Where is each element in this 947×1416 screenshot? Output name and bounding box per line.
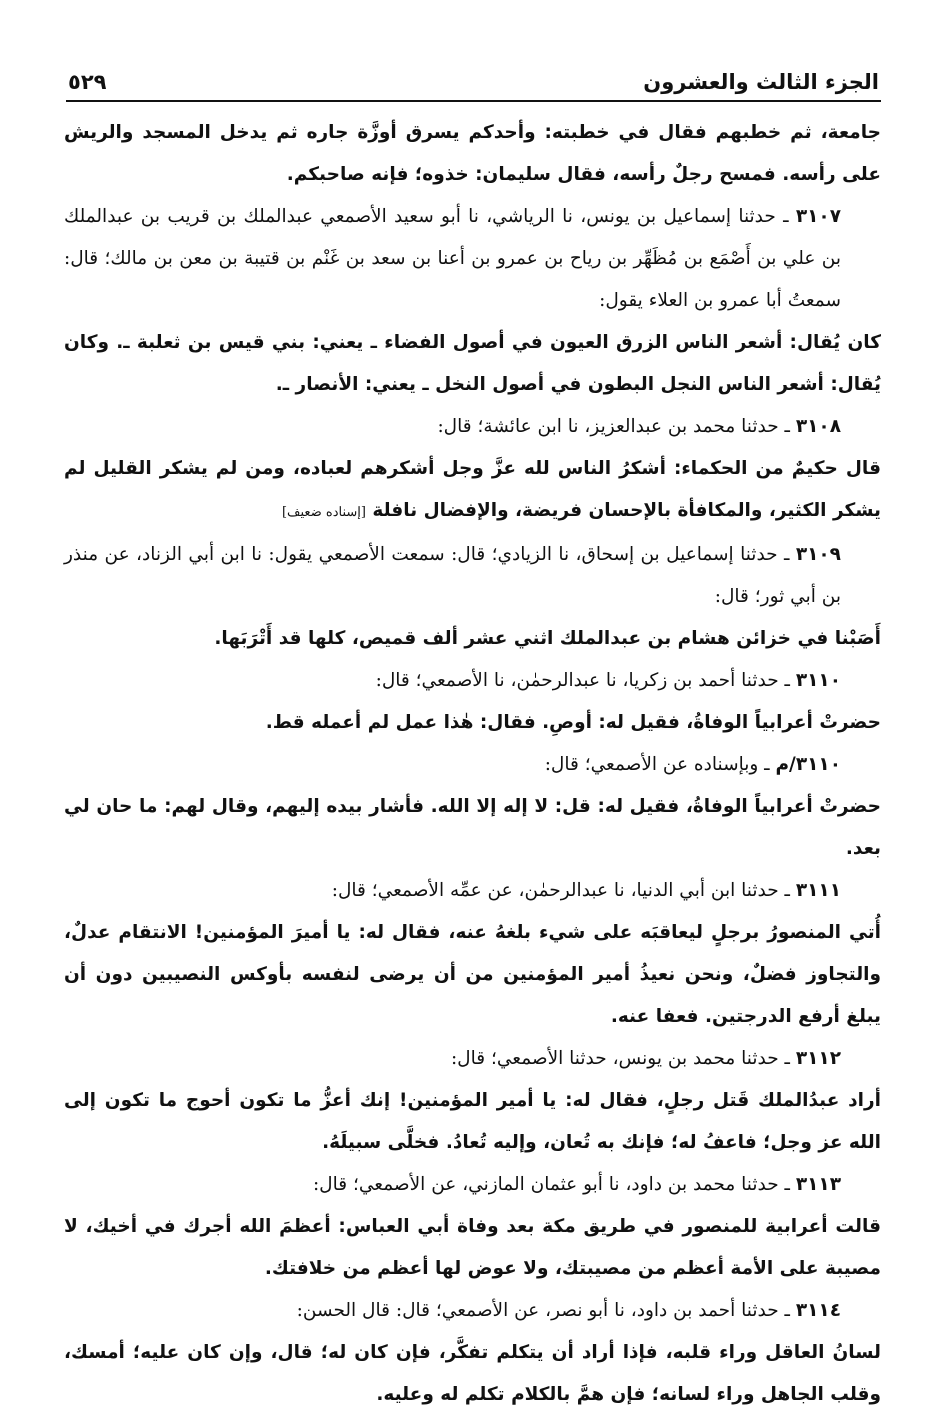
narration-text: حضرتْ أعرابياً الوفاةُ، فقيل له: قل: لا إله إلا الله. فأشار بيده إليهم، وقال لهم: ما حان لي بعد.	[64, 796, 881, 859]
narration-text: حضرتْ أعرابياً الوفاةُ، فقيل له: أوصِ. فقال: هٰذا عمل لم أعمله قط.	[265, 712, 881, 733]
volume-title: الجزء الثالث والعشرون	[643, 70, 879, 94]
hadith-chain	[64, 660, 881, 702]
hadith-chain	[64, 196, 881, 322]
hadith-chain	[64, 870, 881, 912]
chain-text: ـ حدثنا محمد بن عبدالعزيز، نا ابن عائشة؛ قال:	[437, 416, 790, 437]
hadith-number: ٣١١٢	[795, 1048, 841, 1069]
hadith-number: ٣١١٠/م	[775, 754, 841, 775]
narration-text: أُتي المنصورُ برجلٍ ليعاقبَه على شيء بلغهُ عنه، فقال له: يا أميرَ المؤمنين! الانتقام عدلٌ، والتجاوز فضلٌ، ونحن نعيذُ أمير المؤمنين من أن يرضى لنفسه بأوكس النصيبين دون أن يبلغ أرفع الدرجتين. فعفا عنه.	[64, 922, 881, 1027]
chain-text: ـ حدثنا محمد بن يونس، حدثنا الأصمعي؛ قال:	[450, 1048, 790, 1069]
chain-text: ـ حدثنا ابن أبي الدنيا، نا عبدالرحمٰن، عن عمِّه الأصمعي؛ قال:	[331, 880, 790, 901]
hadith-chain	[64, 744, 881, 786]
hadith-chain	[64, 1038, 881, 1080]
narration-text: أَصَبْنا في خزائن هشام بن عبدالملك اثني عشر ألف قميص، كلها قد أَتْرَبَها.	[214, 628, 881, 649]
hadith-number: ٣١٠٨	[795, 416, 841, 437]
chain-text: ـ حدثنا محمد بن داود، نا أبو عثمان المازني، عن الأصمعي؛ قال:	[312, 1174, 790, 1195]
body-text	[64, 112, 881, 1416]
hadith-number: ٣١١٣	[795, 1174, 841, 1195]
page-number: ٥٢٩	[68, 70, 107, 94]
running-header	[68, 58, 879, 94]
header-rule	[66, 100, 881, 102]
hadith-number: ٣١١٠	[795, 670, 841, 691]
narration-text: أراد عبدُالملك قَتل رجلٍ، فقال له: يا أمير المؤمنين! إنك أعزُّ ما تكون أحوج ما تكون إلى الله عز وجل؛ فاعفُ له؛ فإنك به تُعان، وإليه تُعادُ. فخلَّى سبيلَهُ.	[64, 1090, 881, 1153]
hadith-number: ٣١٠٩	[795, 544, 841, 565]
narration-text: كان يُقال: أشعر الناس الزرق العيون في أصول الفضاء ـ يعني: بني قيس بن ثعلبة ـ. وكان يُقال: أشعر الناس النجل البطون في أصول النخل ـ يعني: الأنصار ـ.	[64, 332, 881, 395]
hadith-number: ٣١١١	[795, 880, 841, 901]
narration-text: لسانُ العاقل وراء قلبه، فإذا أراد أن يتكلم تفكَّر، فإن كان له؛ قال، وإن كان عليه؛ أمسك، وقلب الجاهل وراء لسانه؛ فإن همَّ بالكلام تكلم له وعليه.	[64, 1342, 881, 1405]
hadith-number: ٣١١٤	[795, 1300, 841, 1321]
chain-text: ـ وبإسناده عن الأصمعي؛ قال:	[544, 754, 770, 775]
chain-text: ـ حدثنا إسماعيل بن يونس، نا الرياشي، نا أبو سعيد الأصمعي عبدالملك بن قريب بن عبدالملك بن علي بن أَصْمَع بن مُظَهِّر بن رياح بن عمرو بن أعنا بن سعد بن غَنْم بن قتيبة بن معن بن مالك؛ قال: سمعتُ أبا عمرو بن العلاء يقول:	[64, 206, 841, 311]
grading-note: [إسناده ضعيف]	[281, 505, 366, 520]
chain-text: ـ حدثنا أحمد بن داود، نا أبو نصر، عن الأصمعي؛ قال: قال الحسن:	[296, 1300, 790, 1321]
narration-text: قال حكيمٌ من الحكماء: أشكرُ الناس لله عزَّ وجل أشكرهم لعباده، ومن لم يشكر القليل لم يشكر الكثير، والمكافأة بالإحسان فريضة، والإفضال نافلة [إسناده ضعيف]	[64, 458, 881, 521]
hadith-number: ٣١٠٧	[795, 206, 842, 227]
chain-text: ـ حدثنا أحمد بن زكريا، نا عبدالرحمٰن، نا الأصمعي؛ قال:	[375, 670, 790, 691]
hadith-chain	[64, 406, 881, 448]
hadith-chain	[64, 1164, 881, 1206]
chain-text: ـ حدثنا إسماعيل بن إسحاق، نا الزيادي؛ قال: سمعت الأصمعي يقول: نا ابن أبي الزناد، عن منذر بن أبي ثور؛ قال:	[64, 544, 841, 607]
narration-text: قالت أعرابية للمنصور في طريق مكة بعد وفاة أبي العباس: أعظمَ الله أجرك في أخيك، لا مصيبة على الأمة أعظم من مصيبتك، ولا عوض لها أعظم من خلافتك.	[64, 1216, 881, 1279]
narration-text: جامعة، ثم خطبهم فقال في خطبته: وأحدكم يسرق أوزَّة جاره ثم يدخل المسجد والريش على رأسه. فمسح رجلٌ رأسه، فقال سليمان: خذوه؛ فإنه صاحبكم.	[64, 122, 881, 185]
hadith-chain	[64, 534, 881, 618]
hadith-chain	[64, 1290, 881, 1332]
